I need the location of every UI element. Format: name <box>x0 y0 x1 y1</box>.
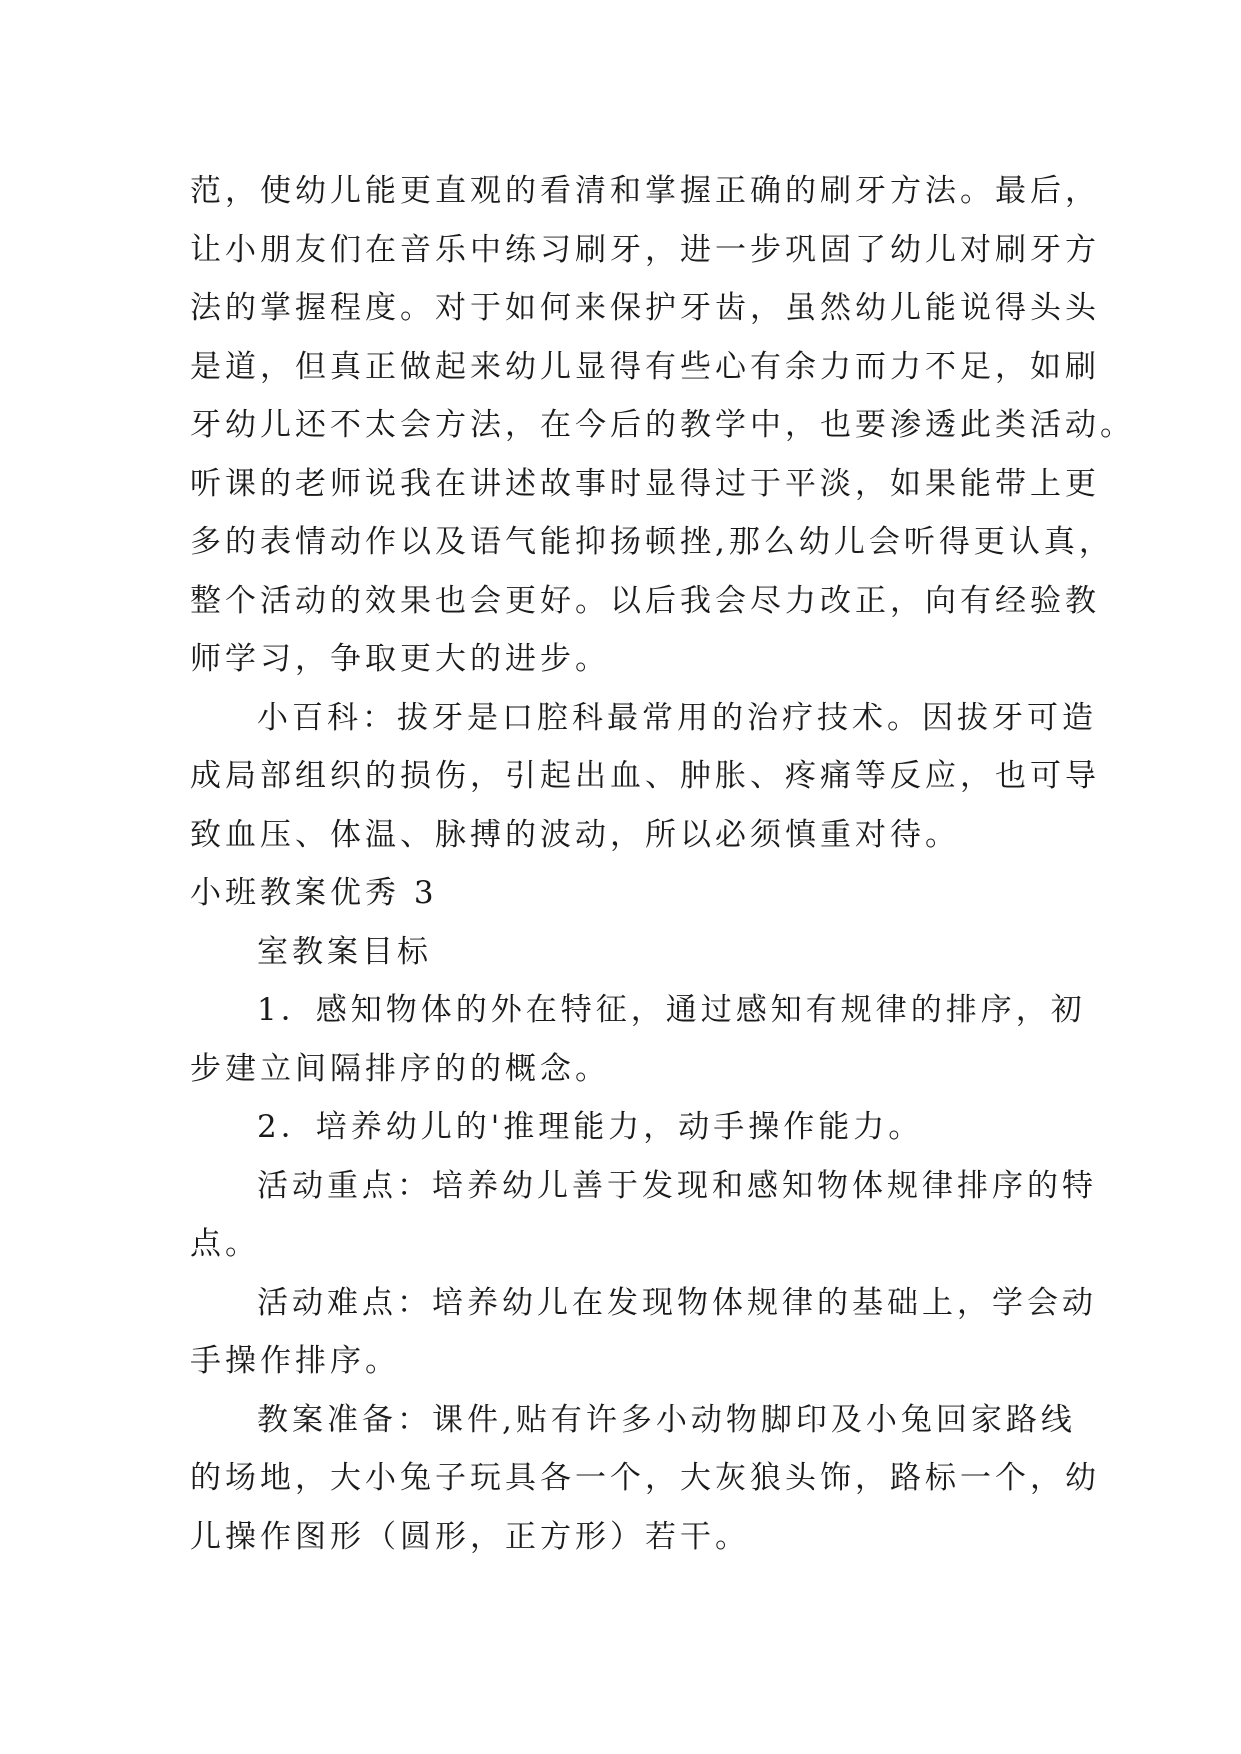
encyclopedia-paragraph-start: 小百科：拔牙是口腔科最常用的治疗技术。因拔牙可造 <box>257 699 1097 736</box>
body-line: 范，使幼儿能更直观的看清和掌握正确的刷牙方法。最后， <box>190 173 1100 209</box>
preparation-paragraph: 教案准备：课件,贴有许多小动物脚印及小兔回家路线 <box>257 1401 1076 1438</box>
body-line: 师学习，争取更大的进步。 <box>190 641 610 677</box>
objective-item-2: 2．培养幼儿的'推理能力，动手操作能力。 <box>257 1109 924 1145</box>
body-line: 步建立间隔排序的的概念。 <box>190 1050 610 1087</box>
body-line: 牙幼儿还不太会方法，在今后的教学中，也要渗透此类活动。 <box>190 407 1135 443</box>
body-line: 是道，但真正做起来幼儿显得有些心有余力而力不足，如刷 <box>190 348 1100 385</box>
body-line: 成局部组织的损伤，引起出血、肿胀、疼痛等反应，也可导 <box>190 758 1100 794</box>
document-body <box>190 162 1135 1566</box>
body-line: 致血压、体温、脉搏的波动，所以必须慎重对待。 <box>190 816 960 853</box>
body-line: 听课的老师说我在讲述故事时显得过于平淡，如果能带上更 <box>190 465 1100 502</box>
subheading-objectives: 室教案目标 <box>257 933 432 970</box>
body-line: 的场地，大小兔子玩具各一个，大灰狼头饰，路标一个，幼 <box>190 1460 1100 1496</box>
key-point-paragraph: 活动重点：培养幼儿善于发现和感知物体规律排序的特 <box>257 1167 1097 1204</box>
objective-item-1: 1．感知物体的外在特征，通过感知有规律的排序，初 <box>257 992 1086 1028</box>
body-line: 点。 <box>190 1226 260 1262</box>
body-line: 儿操作图形（圆形，正方形）若干。 <box>190 1518 750 1555</box>
body-line: 手操作排序。 <box>190 1343 400 1379</box>
body-line: 整个活动的效果也会更好。以后我会尽力改正，向有经验教 <box>190 582 1100 619</box>
section-heading: 小班教案优秀 3 <box>190 875 438 911</box>
body-line: 多的表情动作以及语气能抑扬顿挫,那么幼儿会听得更认真， <box>190 524 1114 560</box>
difficulty-paragraph: 活动难点：培养幼儿在发现物体规律的基础上，学会动 <box>257 1284 1097 1321</box>
body-line: 法的掌握程度。对于如何来保护牙齿，虽然幼儿能说得头头 <box>190 290 1100 326</box>
body-line: 让小朋友们在音乐中练习刷牙，进一步巩固了幼儿对刷牙方 <box>190 231 1100 268</box>
